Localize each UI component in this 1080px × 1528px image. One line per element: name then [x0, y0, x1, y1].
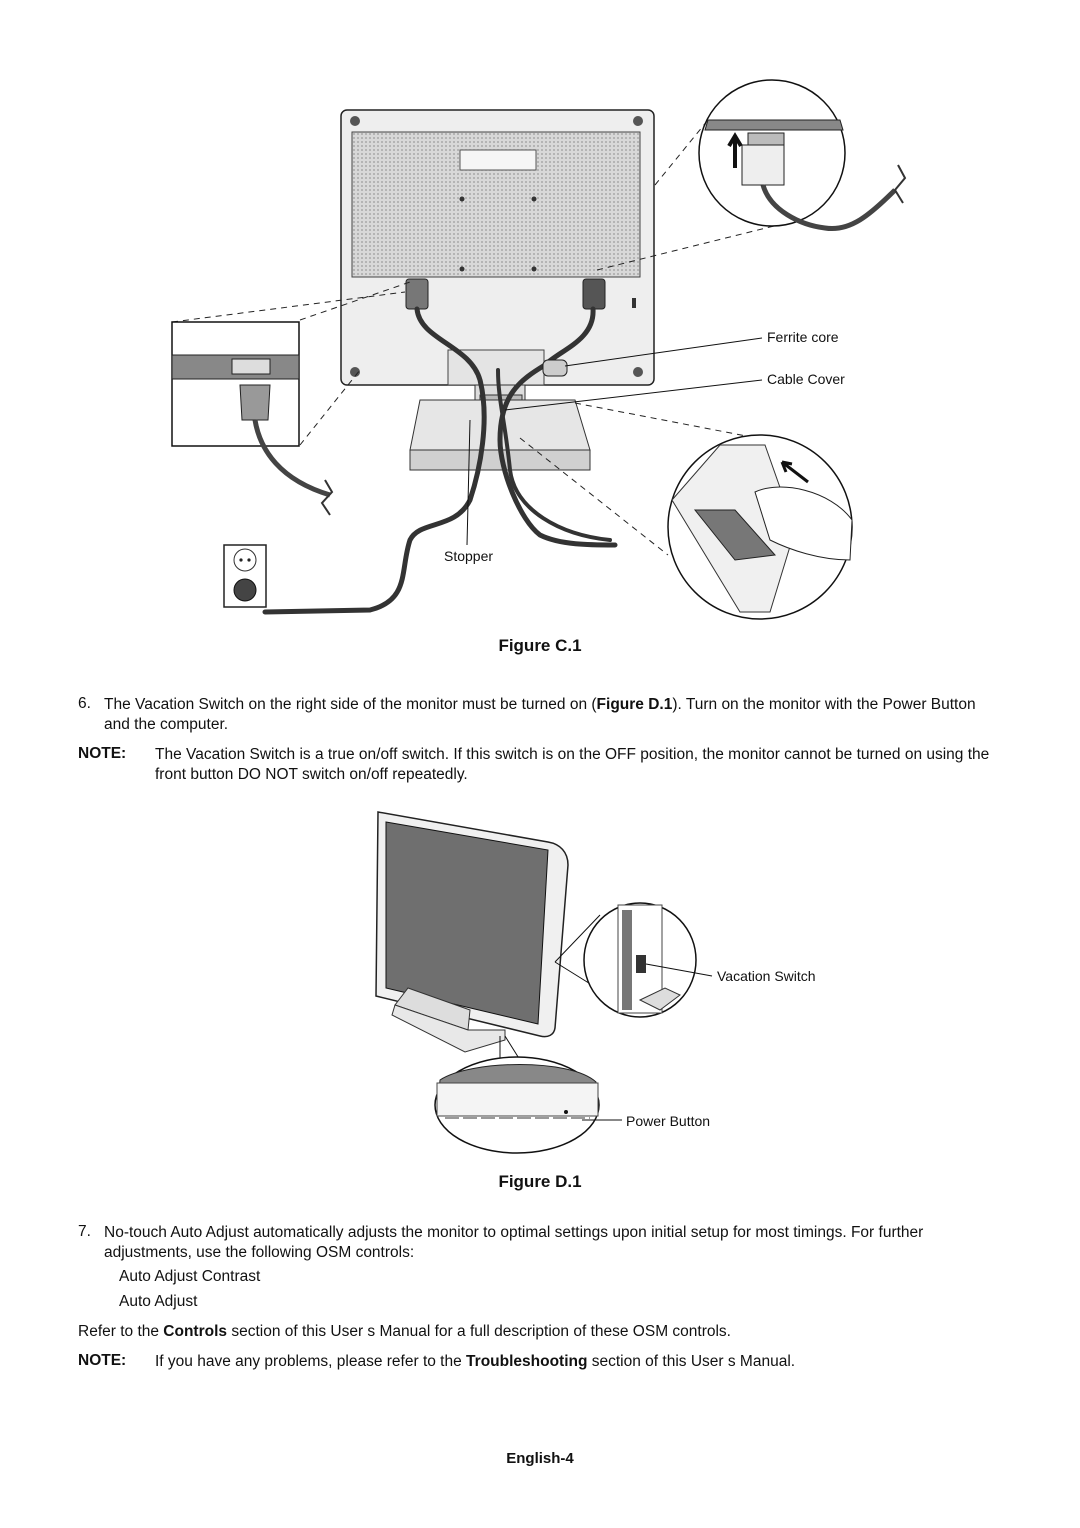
- step-6-text-after: ). Turn on the monitor with the Power Button and the computer.: [104, 696, 976, 733]
- controls-ref: Controls: [163, 1323, 228, 1340]
- front-monitor: [376, 812, 568, 1052]
- osm-item: Auto Adjust Contrast: [119, 1268, 261, 1285]
- step-6-number: 6.: [78, 695, 91, 712]
- figure-c1-caption: Figure C.1: [498, 636, 582, 655]
- ferrite-core-label: Ferrite core: [767, 329, 839, 345]
- page-footer: English-4: [506, 1450, 574, 1467]
- osm-item: Auto Adjust: [119, 1293, 198, 1310]
- refer-text: [78, 1322, 998, 1342]
- note-2-text: [155, 1352, 1005, 1372]
- refer-after: section of this User s Manual for a full description of these OSM controls.: [227, 1323, 731, 1340]
- note-2-heading: NOTE:: [78, 1352, 127, 1369]
- troubleshooting-ref: Troubleshooting: [466, 1353, 588, 1370]
- refer-before: Refer to the: [78, 1323, 164, 1340]
- note-1-text: The Vacation Switch is a true on/off switch. If this switch is on the OFF position, the monitor cannot be turned on using the front button DO NOT switch on/off repeatedly.: [155, 746, 990, 783]
- power-button-detail: [435, 1057, 599, 1153]
- step-6-text-before: The Vacation Switch on the right side of the monitor must be turned on (: [104, 696, 597, 713]
- note-2-before: If you have any problems, please refer to the: [155, 1353, 467, 1370]
- stopper-label: Stopper: [444, 548, 494, 564]
- vacation-switch-detail-circle: [584, 903, 696, 1017]
- figure-d1-ref: Figure D.1: [596, 696, 673, 713]
- note-2-after: section of this User s Manual.: [587, 1353, 796, 1370]
- step-7-text: No-touch Auto Adjust automatically adjusts the monitor to optimal settings upon initial setup for most timings. For further adjustments, use the following OSM controls:: [104, 1224, 924, 1261]
- step-7-number: 7.: [78, 1223, 91, 1240]
- figure-d1-caption: Figure D.1: [498, 1172, 582, 1191]
- power-button-label: Power Button: [626, 1113, 711, 1129]
- vacation-switch-label: Vacation Switch: [717, 968, 816, 984]
- note-1-heading: NOTE:: [78, 745, 127, 762]
- cable-cover-label: Cable Cover: [767, 371, 845, 387]
